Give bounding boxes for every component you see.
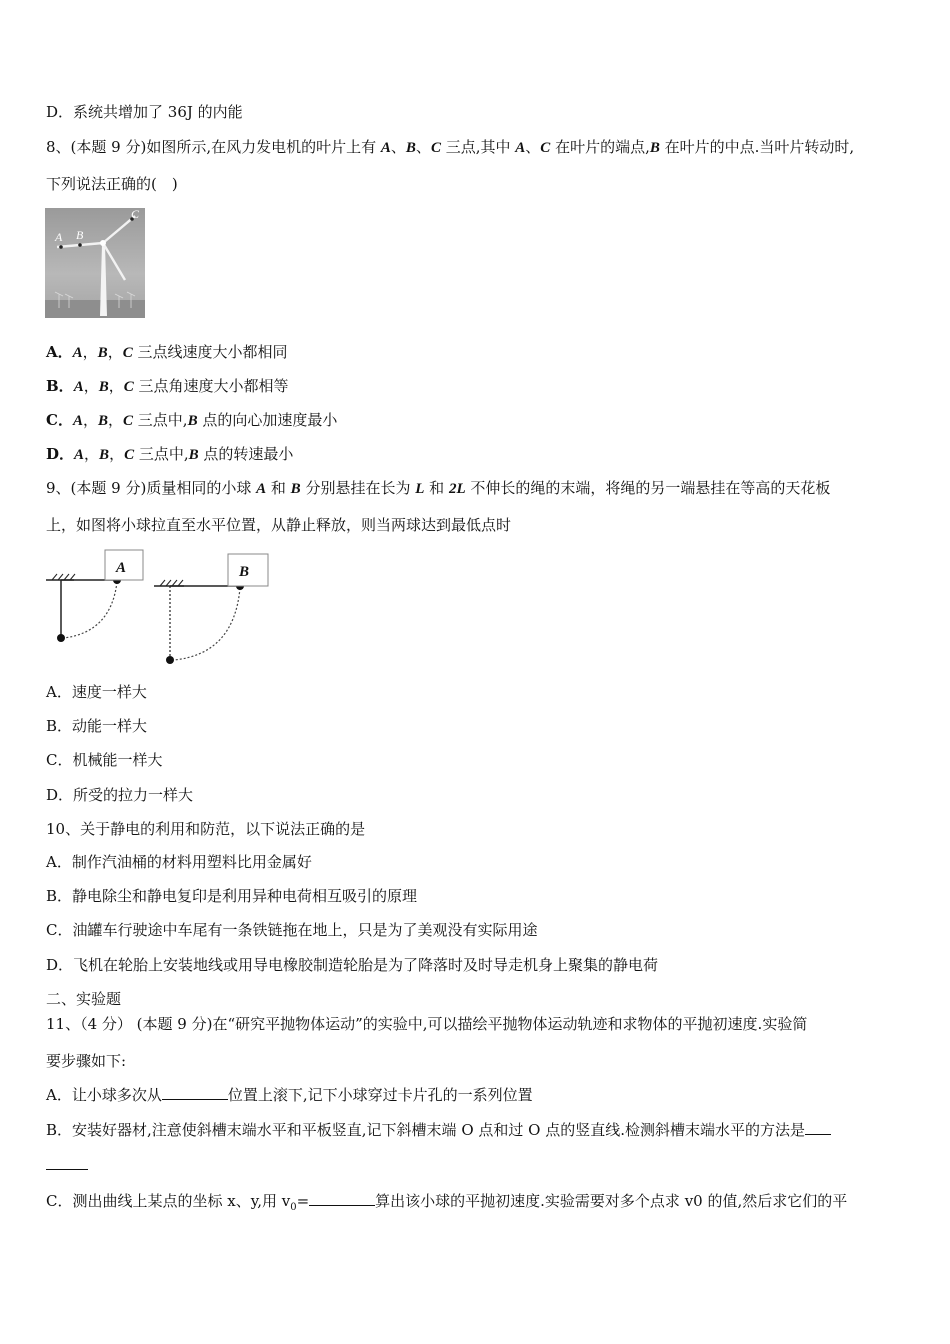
option-prefix: A． [46,343,73,361]
q8-stem-text: 三点,其中 [440,138,516,156]
q8-stem-text: 在叶片的中点.当叶片转动时, [659,138,855,156]
q10-option-b: B．静电除尘和静电复印是利用异种电荷相互吸引的原理 [46,887,418,905]
q10-stem: 10、关于静电的利用和防范，以下说法正确的是 [46,820,366,838]
q8-point-c: C [540,140,551,156]
q9-stem-line2: 上，如图将小球拉直至水平位置，从静止释放，则当两球达到最低点时 [46,516,512,534]
q8-wind-turbine-figure [45,208,145,318]
q8-point-a: A [73,379,84,395]
q8-point-a: A [72,345,83,361]
q8-option-b [46,376,289,397]
label-b: B [76,228,84,242]
q8-option-text: 点的转速最小 [198,445,294,463]
pendulum-a [46,550,143,642]
turbine-hub [100,240,106,246]
q8-comma: ， [108,411,124,429]
q8-point-b: B [97,413,108,429]
q10-option-c: C．油罐车行驶途中车尾有一条铁链拖在地上，只是为了美观没有实际用途 [46,921,538,939]
q8-point-b: B [188,447,199,463]
ball-b-bottom [166,656,174,664]
label-a: A [116,560,127,576]
answer-blank[interactable] [805,1120,831,1135]
q8-stem-line2: 下列说法正确的( ) [46,175,178,193]
q9-stem-text: 9、(本题 9 分)质量相同的小球 [46,479,257,497]
q8-point-a: A [515,140,526,156]
answer-blank[interactable] [309,1191,375,1206]
q8-point-c: C [430,140,441,156]
q11-stem-line1: 11、（4 分） (本题 9 分)在“研究平抛物体运动”的实验中,可以描绘平抛物体运动轨迹和求物体的平抛初速度.实验简 [46,1015,808,1033]
q9-stem-text: 和 [266,479,291,497]
q9-option-d: D．所受的拉力一样大 [46,786,194,804]
ball-a-bottom [57,634,65,642]
q11-step-a-text: A．让小球多次从 [46,1086,162,1104]
q8-point-c: C [122,345,133,361]
q8-comma: ， [108,377,124,395]
q8-sep: 、 [525,138,541,156]
q9-stem-text: 不伸长的绳的末端，将绳的另一端悬挂在等高的天花板 [465,479,831,497]
arc-a [64,582,117,638]
q11-step-c-text: = [296,1192,310,1210]
q8-point-a: A [72,413,83,429]
q8-comma: ， [82,411,98,429]
ceiling-hatch-a [52,574,75,580]
q9-stem-line1 [46,478,830,499]
q8-option-text: 三点中, [134,445,189,463]
q8-point-c: C [124,447,135,463]
q9-pendulum-figure [44,546,274,670]
q8-stem-line1 [46,137,854,158]
q8-comma: ， [109,445,125,463]
q8-point-b: B [187,413,198,429]
q7-option-d: D．系统共增加了 36J 的内能 [46,103,243,121]
point-b-dot [78,243,82,247]
q8-sep: 、 [390,138,406,156]
q8-option-text: 三点中, [133,411,188,429]
arc-b [174,588,240,660]
q8-option-d [46,444,293,465]
q11-step-b-text: B．安装好器材,注意使斜槽末端水平和平板竖直,记下斜槽末端 O 点和过 O 点的竖直线.检测斜槽末端水平的方法是 [46,1121,805,1139]
q11-step-c-text: 算出该小球的平抛初速度.实验需要对多个点求 v0 的值,然后求它们的平 [375,1192,848,1210]
q8-point-b: B [649,140,660,156]
ceiling-hatch-b [160,580,183,586]
q8-comma: ， [84,445,100,463]
pendulum-b [154,554,268,664]
label-c: C [131,208,140,221]
q8-option-c [46,410,337,431]
q11-step-b-continued [46,1155,88,1175]
q8-option-a [46,342,288,363]
q9-option-c: C．机械能一样大 [46,751,163,769]
point-a-dot [59,245,63,249]
q8-option-text: 三点角速度大小都相等 [133,377,289,395]
q8-comma: ， [82,343,98,361]
q9-ball-a: A [256,481,267,497]
q9-option-b: B．动能一样大 [46,717,148,735]
q9-stem-text: 分别悬挂在长为 [300,479,416,497]
q8-point-a: A [380,140,391,156]
q11-step-c [46,1191,847,1218]
q8-point-b: B [99,447,110,463]
label-a: A [55,230,63,244]
q8-point-a: A [74,447,85,463]
q8-option-text: 点的向心加速度最小 [197,411,338,429]
answer-blank[interactable] [46,1155,88,1170]
q11-step-a [46,1085,533,1105]
q9-stem-text: 和 [424,479,449,497]
q11-step-a-text: 位置上滚下,记下小球穿过卡片孔的一系列位置 [227,1086,533,1104]
q11-step-b [46,1120,831,1140]
ground [45,300,145,318]
option-prefix: B． [46,377,74,395]
option-prefix: C． [46,411,73,429]
q8-stem-text: 在叶片的端点, [550,138,650,156]
q10-option-a: A．制作汽油桶的材料用塑料比用金属好 [46,853,312,871]
q8-stem-text: 8、(本题 9 分)如图所示,在风力发电机的叶片上有 [46,138,381,156]
label-b: B [239,564,250,580]
q8-point-b: B [98,379,109,395]
q11-stem-line2: 要步骤如下: [46,1052,127,1070]
q9-option-a: A．速度一样大 [46,683,147,701]
q8-point-b: B [97,345,108,361]
q8-point-b: B [405,140,416,156]
section-title: 二、实验题 [46,990,122,1008]
q9-length-2l: 2L [448,481,466,497]
q9-length-l: L [415,481,425,497]
option-prefix: D． [46,445,75,463]
q8-point-c: C [123,379,134,395]
subscript-zero: 0 [290,1202,297,1213]
q8-comma: ， [107,343,123,361]
q9-ball-b: B [290,481,301,497]
answer-blank[interactable] [162,1085,228,1100]
q8-comma: ， [83,377,99,395]
q10-option-d: D．飞机在轮胎上安装地线或用导电橡胶制造轮胎是为了降落时及时导走机身上聚集的静电荷 [46,956,659,974]
q8-sep: 、 [415,138,431,156]
q8-option-text: 三点线速度大小都相同 [132,343,288,361]
q11-step-c-text: C．测出曲线上某点的坐标 x、y,用 v [46,1192,291,1210]
q8-point-c: C [123,413,134,429]
